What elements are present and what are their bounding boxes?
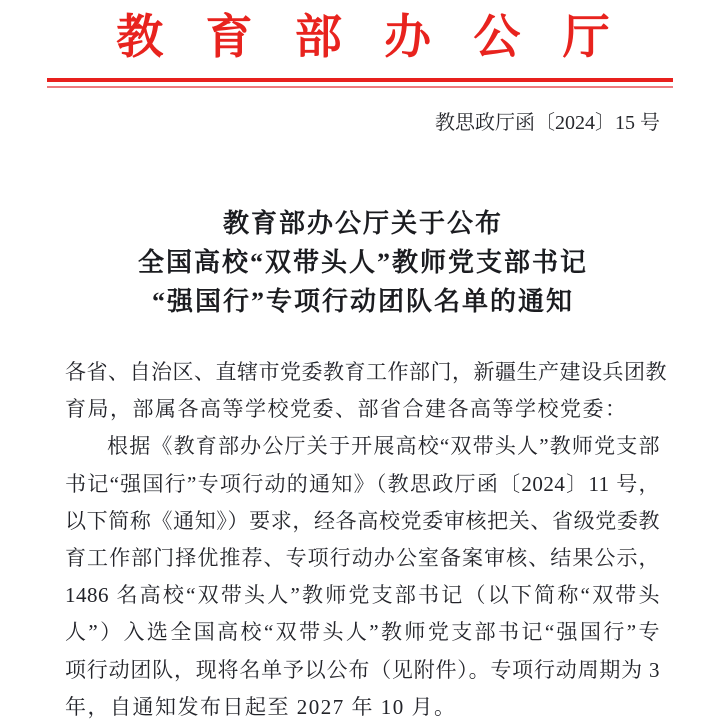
body-line: 1486 名高校“双带头人”教师党支部书记（以下简称“双带头 [65, 583, 660, 608]
body-line: 项行动团队，现将名单予以公布（见附件）。专项行动周期为 3 [65, 657, 660, 682]
title-line-2: 全国高校“双带头人”教师党支部书记 [137, 248, 588, 277]
body-line: 根据《教育部办公厅关于开展高校“双带头人”教师党支部 [107, 434, 660, 459]
body-line: 各省、自治区、直辖市党委教育工作部门，新疆生产建设兵团教 [65, 360, 667, 384]
document-body [65, 354, 667, 726]
document-title [0, 204, 726, 321]
body-line: 以下简称《通知》）要求，经各高校党委审核把关、省级党委教 [65, 508, 660, 533]
body-line: 书记“强国行”专项行动的通知》（教思政厅函〔2024〕11 号， [65, 471, 660, 496]
body-line: 育局，部属各高等学校党委、部省合建各高等学校党委： [65, 397, 628, 422]
letterhead-rule-thin [47, 86, 673, 88]
agency-name-text: 教育部办公厅 [116, 12, 653, 64]
letterhead-rule-thick [47, 78, 673, 82]
body-line: 年，自通知发布日起至 2027 年 10 月。 [65, 694, 457, 719]
title-line-3: “强国行”专项行动团队名单的通知 [151, 287, 574, 316]
letterhead [0, 14, 726, 88]
title-line-1: 教育部办公厅关于公布 [222, 209, 503, 238]
agency-name [0, 14, 726, 62]
letterhead-rule [47, 78, 673, 88]
body-line: 育工作部门择优推荐、专项行动办公室备案审核、结果公示， [65, 546, 660, 571]
body-line: 人”）入选全国高校“双带头人”教师党支部书记“强国行”专 [65, 620, 660, 645]
document-number: 教思政厅函〔2024〕15 号 [435, 112, 660, 134]
